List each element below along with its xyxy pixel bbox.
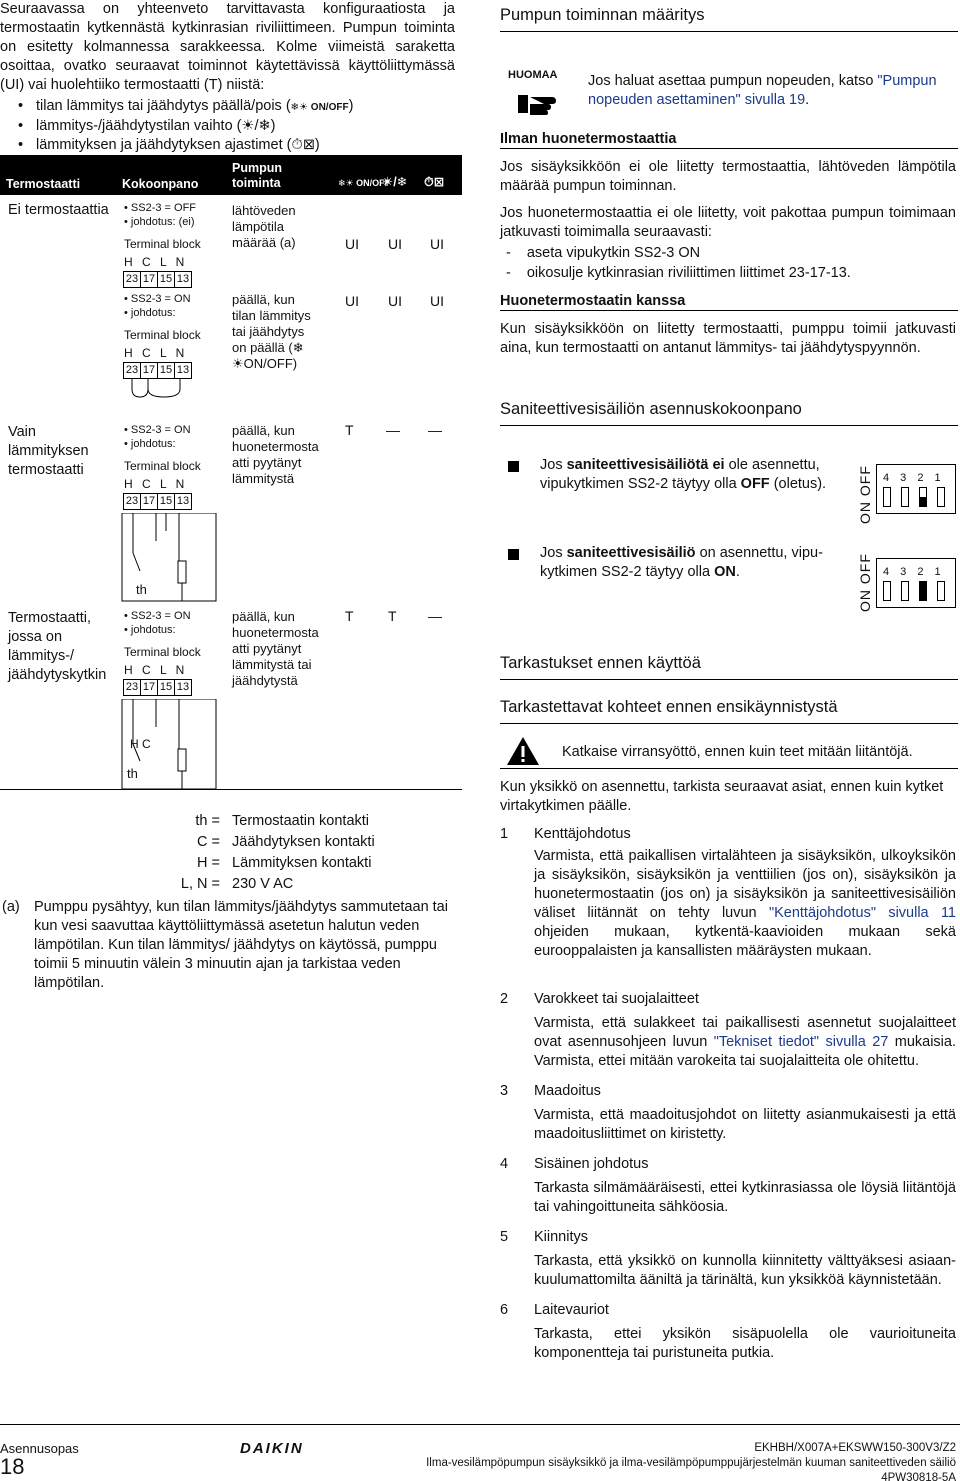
row-label: Termostaatti, jossa on lämmitys-/ jäähdytyskytkin [8, 610, 107, 683]
pump-speed-link[interactable]: "Pumpun nopeuden asettaminen" sivulla 19 [588, 73, 937, 108]
check-number: 6 [500, 1302, 509, 1318]
check-title: Kenttäjohdotus [534, 826, 631, 842]
hc-label: H C [130, 737, 151, 751]
check-body [534, 1014, 956, 1071]
dip-switch-3 [901, 487, 909, 507]
row-config: • SS2-3 = OFF • johdotus: (ei) Terminal block H C L N 23 17 15 13 [124, 201, 201, 288]
check-title: Maadoitus [534, 1083, 601, 1099]
subheading-no-thermostat: Ilman huonetermostaattia [500, 131, 677, 147]
note-text-main: Jos haluat asettaa pumpun nopeuden, katso [588, 73, 878, 89]
thermostat-table [0, 155, 462, 790]
cell-v1: UI [345, 293, 359, 309]
dip-switch-2 [919, 581, 927, 601]
text-part: Jos [540, 545, 567, 561]
dip-on-off-label: ON OFF [857, 465, 873, 524]
legend-value: 230 V AC [232, 876, 294, 892]
pointing-hand-icon [518, 89, 558, 117]
footnote-text: Pumppu pysähtyy, kun tilan lämmitys/jäähdytys sammutetaan tai kun vesi saavuttaa käyttöliittymässä asetetun halutun veden lämpötilan. Kun tilan lämmitys/ jäähdytys on käytössä, pumppu toimii 5 minuutin välein 3 minuutin ajan ja tarkistaa veden lämpötilan. [34, 899, 448, 991]
cell-v2: — [386, 422, 400, 438]
cell-v3: UI [430, 293, 444, 309]
footnote-mark: (a) [2, 899, 20, 915]
note-label: HUOMAA [508, 69, 558, 81]
terminal-17: 17 [140, 271, 158, 288]
check-body-text-end: mukaisia. Varmista, ettei mitään varokeita tai suojalaitteita ole ohitettu. [534, 1034, 956, 1069]
legend-row [0, 812, 462, 833]
cell-v3: — [428, 608, 442, 624]
footer-description: Ilma-vesilämpöpumpun sisäyksikkö ja ilma-vesilämpöpumppujärjestelmän kuuman saniteettiveden säiliö [426, 1457, 956, 1469]
dip-numbers: 4 3 2 1 [883, 566, 941, 578]
terminal-23: 23 [123, 493, 141, 510]
text-bold: saniteettivesisäiliö [566, 545, 696, 561]
table-row [0, 603, 462, 789]
check-number: 4 [500, 1156, 509, 1172]
check-body: Tarkasta, että yksikkö on kunnolla kiinnitetty välttyäksesi asiaan-kuulumattomilta ääniltä ja tärinältä, kun yksikköä käynnistetään. [534, 1253, 956, 1288]
row-label: Vain lämmityksen termostaatti [8, 424, 89, 478]
legend-key: H = [197, 855, 220, 871]
th-label: th [136, 582, 147, 597]
cell-v1: T [345, 608, 354, 624]
dip-switch-1 [937, 487, 945, 507]
subheading-with-thermostat: Huonetermostaatin kanssa [500, 293, 686, 309]
terminal-17: 17 [140, 493, 158, 510]
config-line: johdotus: [130, 438, 176, 450]
legend-key: L, N = [180, 876, 220, 892]
check-number: 3 [500, 1083, 509, 1099]
check-title: Laitevauriot [534, 1302, 609, 1318]
specs-link[interactable]: "Tekniset tiedot" sivulla 27 [713, 1034, 889, 1050]
dash-item-text: aseta vipukytkin SS2-3 ON [526, 245, 701, 261]
footer-code: 4PW30818-5A [881, 1472, 956, 1481]
terminal-cells [124, 271, 201, 288]
mode-header-icon: ☀/❄ [382, 175, 408, 189]
onoff-header-icon: ❄☀ ON/OFF [338, 178, 391, 188]
bullet-text-end: ) [348, 98, 354, 114]
section-title-checks: Tarkastukset ennen käyttöä [500, 654, 958, 680]
legend-row [0, 875, 462, 896]
check-title: Sisäinen johdotus [534, 1156, 649, 1172]
dip-on-off-label: ON OFF [857, 553, 873, 612]
terminal-13: 13 [174, 362, 192, 379]
bullet-mode-switch: • lämmitys-/jäähdytystilan vaihto (☀/❄) [18, 117, 455, 136]
terminal-block-label: Terminal block [124, 459, 201, 473]
text-bold: ON [714, 564, 736, 580]
note-text [588, 72, 958, 110]
dip-switch-3 [901, 581, 909, 601]
config-line: johdotus: (ei) [130, 216, 195, 228]
check-body-text: Varmista, että paikallisen virtalähteen ja sisäyksikön, ulkoyksikön ja sisäyksikön, sisäyksikön ja venttiilien (jos on), sisäyksikön ja huonetermostaatin (jos on) ja sisäyksikön ja saniteettivesisäiliön väliset liitännät on tehty luvun [534, 848, 956, 921]
dip-switch-2 [919, 487, 927, 507]
row-pump: päällä, kun huonetermosta atti pyytänyt lämmitystä tai jäähdytystä [232, 609, 319, 688]
table-header [0, 155, 462, 195]
legend-value: Lämmityksen kontakti [232, 855, 372, 871]
terminal-block-label: Terminal block [124, 328, 201, 342]
checks-intro: Kun yksikkö on asennettu, tarkista seuraavat asiat, ennen kuin kytket virtakytkimen päälle. [500, 779, 944, 814]
wiring-link[interactable]: "Kenttäjohdotus" sivulla 11 [768, 905, 956, 921]
terminal-15: 15 [157, 271, 175, 288]
footer-page-number: 18 [0, 1454, 25, 1479]
row-pump: päällä, kun huonetermosta atti pyytänyt lämmitystä [232, 423, 319, 486]
warning-triangle-icon [506, 736, 540, 766]
dash-item: - aseta vipukytkin SS2-3 ON [506, 245, 701, 261]
terminal-13: 13 [174, 493, 192, 510]
config-line: SS2-3 = ON [130, 293, 191, 305]
thermostat-wiring-diagram [120, 513, 220, 603]
dip-switch-off [876, 464, 956, 514]
header-toiminta: toiminta [232, 176, 281, 190]
row-config: • SS2-3 = ON • johdotus: Terminal block H C L N 23 17 15 13 [124, 423, 201, 510]
intro-bullets [0, 97, 455, 155]
check-number: 2 [500, 991, 509, 1007]
row-config: • SS2-3 = ON • johdotus: Terminal block H C L N 23 17 15 13 [124, 609, 201, 696]
check-body [534, 847, 956, 961]
intro-paragraph: Seuraavassa on yhteenveto tarvittavasta konfiguraatiosta ja termostaatin kytkennästä kytkinrasian riviliittimeen. Pumpun toiminta on esitetty kolmannessa sarakkeessa. Kolme viimeistä saraketta osoittaa, ovatko seuraavat toiminnot käytettävissä käyttöliittymässä (UI) vai huolehtiiko termostaatti (T) niistä: [0, 1, 455, 93]
footer-doc-type: Asennusopas [0, 1441, 79, 1456]
config-line: SS2-3 = ON [130, 610, 191, 622]
check-body: Tarkasta, ettei yksikön sisäpuolella ole vaurioituneita komponentteja tai puristuneita putkia. [534, 1326, 956, 1361]
warning-text: Katkaise virransyöttö, ennen kuin teet mitään liitäntöjä. [562, 744, 913, 760]
jumper-wire-diagram [124, 379, 204, 401]
cell-v2: UI [388, 236, 402, 252]
dip-switch-4 [883, 581, 891, 601]
divider [500, 148, 958, 149]
text-part: . [735, 564, 740, 580]
table-bottom-rule [0, 789, 462, 790]
row-pump: päällä, kun tilan lämmitys tai jäähdytys on päällä (❄☀ON/OFF) [232, 292, 311, 371]
terminal-17: 17 [140, 679, 158, 696]
text-part: (oletus). [769, 476, 827, 492]
table-row [0, 195, 462, 290]
sanitary-installed-text [540, 544, 845, 582]
section-title-check-items: Tarkastettavat kohteet ennen ensikäynnistystä [500, 698, 958, 724]
paragraph-no-thermostat-1: Jos sisäyksikköön ei ole liitetty termostaattia, lähtöveden lämpötila määrää pumpun toiminnan. [500, 159, 956, 194]
terminal-15: 15 [157, 493, 175, 510]
sanitary-not-installed-text [540, 456, 845, 494]
check-body-text: Varmista, että sulakkeet tai paikallisesti asennetut suojalaitteet ovat asennusohjeen luvun [534, 1015, 956, 1050]
header-termostaatti: Termostaatti [6, 177, 81, 191]
cell-v3: — [428, 422, 442, 438]
footnote-a [2, 898, 454, 993]
dash-item: - oikosulje kytkinrasian riviliittimen liittimet 23-17-13. [506, 265, 851, 281]
terminal-17: 17 [140, 362, 158, 379]
divider [500, 768, 958, 769]
divider [500, 310, 958, 311]
note-text-end: . [805, 92, 810, 108]
terminal-cells [124, 493, 201, 510]
square-bullet-icon [508, 549, 519, 560]
hcln-labels: H C L N [124, 346, 185, 360]
check-title: Varokkeet tai suojalaitteet [534, 991, 699, 1007]
cell-v1: T [345, 422, 354, 438]
dip-numbers: 4 3 2 1 [883, 472, 941, 484]
terminal-23: 23 [123, 362, 141, 379]
note-box [500, 66, 574, 123]
row-label: Ei termostaattia [8, 202, 109, 218]
bullet-heat-cool-onoff [18, 97, 455, 117]
bullet-text: tilan lämmitys tai jäähdytys päällä/pois ( [36, 98, 291, 114]
cell-v3: UI [430, 236, 444, 252]
row-pump: lähtöveden lämpötila määrää (a) [232, 203, 296, 250]
timer-header-icon: ⏱⊠ [424, 175, 445, 189]
terminal-13: 13 [174, 271, 192, 288]
th-label: th [127, 766, 138, 781]
config-line: SS2-3 = OFF [130, 202, 197, 214]
legend-value: Jäähdytyksen kontakti [232, 834, 375, 850]
check-title: Kiinnitys [534, 1229, 588, 1245]
terminal-23: 23 [123, 679, 141, 696]
dip-switch-on [876, 558, 956, 608]
dash-item-text: oikosulje kytkinrasian riviliittimen liittimet 23-17-13. [526, 265, 851, 281]
footer-model: EKHBH/X007A+EKSWW150-300V3/Z2 [754, 1442, 956, 1454]
onoff-icon: ❄☀ ON/OFF [290, 102, 349, 113]
check-body: Tarkasta silmämääräisesti, ettei kytkinrasiassa ole löysiä liitäntöjä tai vahingoittuneita sähköosia. [534, 1180, 956, 1215]
terminal-15: 15 [157, 679, 175, 696]
page-footer [0, 1424, 960, 1481]
daikin-logo: DAIKIN [240, 1440, 304, 1457]
bullet-timers: • lämmityksen ja jäähdytyksen ajastimet (⏱⊠) [18, 136, 455, 155]
legend-row [0, 833, 462, 854]
dip-switch-1 [937, 581, 945, 601]
legend [0, 812, 462, 896]
table-row [0, 290, 462, 417]
legend-key: C = [197, 834, 220, 850]
square-bullet-icon [508, 461, 519, 472]
check-body-text-end: ohjeiden mukaan, kytkentä-kaavioiden mukaan sekä eurooppalaisten ja kansallisten määräysten mukaan. [534, 924, 956, 959]
table-row [0, 417, 462, 603]
text-bold: OFF [740, 476, 770, 492]
text-bold: saniteettivesisäiliötä ei [566, 457, 725, 473]
text-part: Jos [540, 457, 567, 473]
section-title-pump: Pumpun toiminnan määritys [500, 6, 958, 32]
check-number: 1 [500, 826, 509, 842]
row-config: • SS2-3 = ON • johdotus: Terminal block H C L N 23 17 15 13 [124, 292, 204, 401]
section-title-sanitary: Saniteettivesisäiliön asennuskokoonpano [500, 400, 958, 426]
terminal-block-label: Terminal block [124, 645, 201, 659]
terminal-cells [124, 679, 201, 696]
cell-v2: T [388, 608, 397, 624]
config-line: johdotus: [130, 307, 176, 319]
terminal-15: 15 [157, 362, 175, 379]
header-pumpun: Pumpun [232, 161, 282, 175]
legend-key: th = [195, 813, 220, 829]
hcln-labels: H C L N [124, 477, 185, 491]
check-number: 5 [500, 1229, 509, 1245]
config-line: SS2-3 = ON [130, 424, 191, 436]
cell-v2: UI [388, 293, 402, 309]
hcln-labels: H C L N [124, 663, 185, 677]
header-kokoonpano: Kokoonpano [122, 177, 199, 191]
paragraph-no-thermostat-2: Jos huonetermostaattia ei ole liitetty, voit pakottaa pumpun toimimaan jatkuvasti toimimalla seuraavasti: [500, 205, 956, 240]
cell-v1: UI [345, 236, 359, 252]
legend-row [0, 854, 462, 875]
paragraph-with-thermostat: Kun sisäyksikköön on liitetty termostaatti, pumppu toimii jatkuvasti aina, kun termostaatti on antanut lämmitys- tai jäähdytyspyynnön. [500, 321, 956, 356]
hcln-labels: H C L N [124, 255, 185, 269]
text-part: on asennettu, vipu-kytkimen SS2-2 täytyy olla [540, 545, 823, 580]
dip-switch-4 [883, 487, 891, 507]
terminal-13: 13 [174, 679, 192, 696]
check-body: Varmista, että maadoitusjohdot on liitetty asianmukaisesti ja että maadoitusliittimet on kiristetty. [534, 1107, 956, 1142]
terminal-block-label: Terminal block [124, 237, 201, 251]
terminal-cells [124, 362, 204, 379]
terminal-23: 23 [123, 271, 141, 288]
config-line: johdotus: [130, 624, 176, 636]
legend-value: Termostaatin kontakti [232, 813, 370, 829]
text-part: ole asennettu, vipukytkimen SS2-2 täytyy olla [540, 457, 820, 492]
